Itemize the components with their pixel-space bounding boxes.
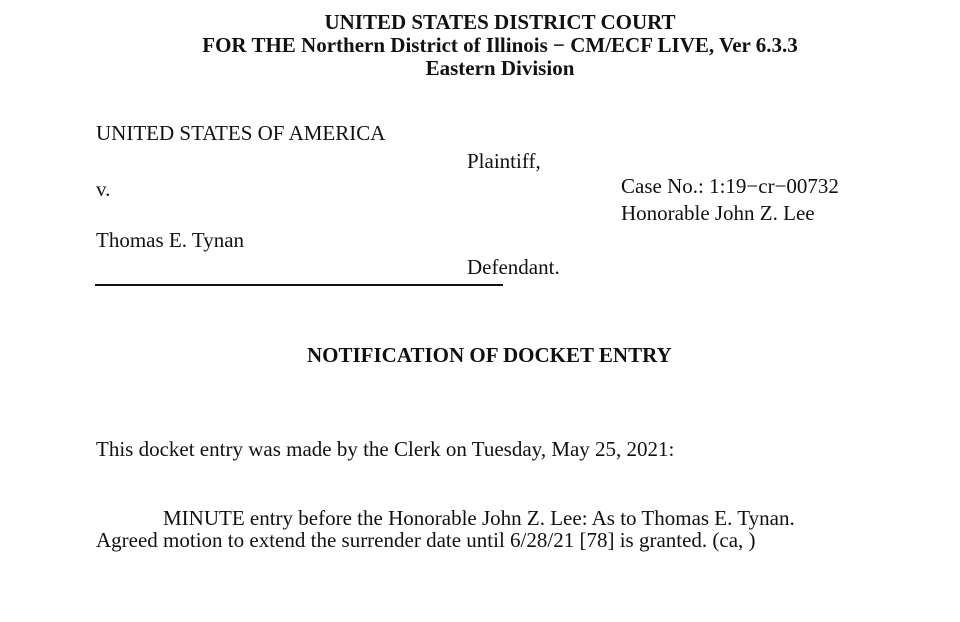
docket-entry-line: MINUTE entry before the Honorable John Z. Lee: As to Thomas E. Tynan.: [163, 506, 795, 530]
defendant-name: Thomas E. Tynan: [96, 228, 245, 252]
court-district: FOR THE Northern District of Illinois − CM/ECF LIVE, Ver 6.3.3: [202, 33, 798, 57]
judge-name: Honorable John Z. Lee: [621, 201, 815, 225]
docket-intro: This docket entry was made by the Clerk on Tuesday, May 25, 2021:: [96, 437, 675, 461]
court-division: Eastern Division: [425, 56, 575, 80]
case-number: Case No.: 1:19−cr−00732: [621, 174, 839, 198]
defendant-role: Defendant.: [467, 255, 560, 279]
caption-divider: [95, 284, 503, 286]
court-header: [0, 11, 960, 80]
court-name: UNITED STATES DISTRICT COURT: [324, 10, 676, 34]
docket-entry-text: [96, 507, 856, 551]
versus-label: v.: [96, 177, 111, 201]
docket-entry-line: Agreed motion to extend the surrender date until 6/28/21 [78] is granted. (ca, ): [96, 528, 756, 552]
document-title: NOTIFICATION OF DOCKET ENTRY: [307, 343, 672, 367]
plaintiff-role: Plaintiff,: [467, 149, 541, 173]
plaintiff-name: UNITED STATES OF AMERICA: [96, 121, 386, 145]
